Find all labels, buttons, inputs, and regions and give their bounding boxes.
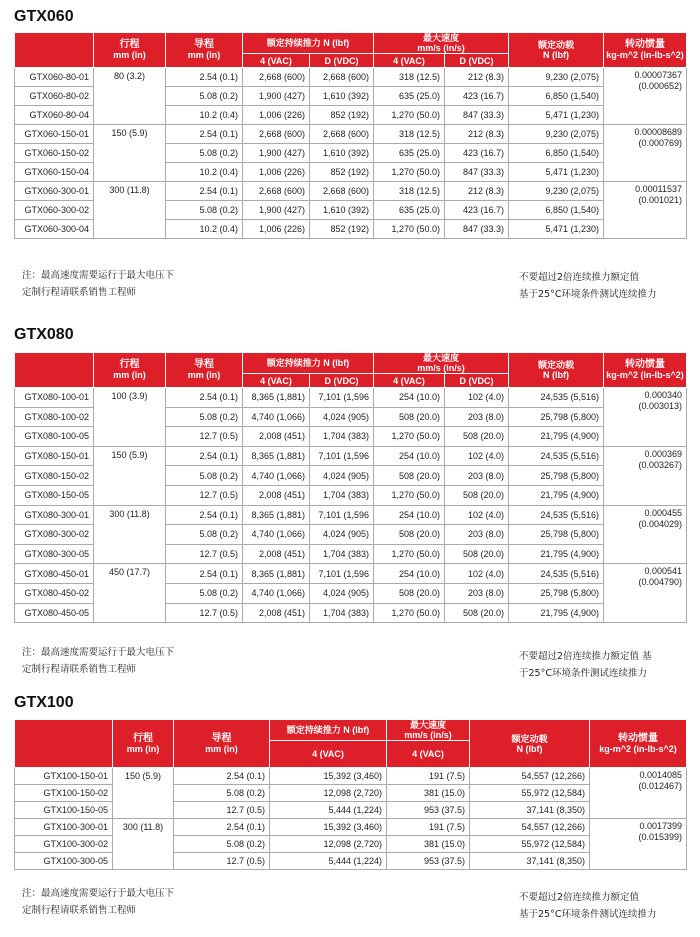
model-cell: GTX080-300-01 (15, 505, 94, 525)
value-cell: 2,668 (600) (310, 182, 374, 201)
header-speed-vac: 4 (VAC) (374, 374, 445, 388)
value-cell: 254 (10.0) (374, 564, 445, 584)
value-cell: 8,365 (1,881) (243, 388, 310, 408)
value-cell: 5,444 (1,224) (270, 802, 387, 819)
value-cell: 203 (8.0) (445, 583, 509, 603)
inertia-cell: 0.000455 (0.004029) (604, 505, 687, 564)
value-cell: 2,008 (451) (243, 544, 310, 564)
value-cell: 24,535 (5,516) (509, 564, 604, 584)
value-cell: 953 (37.5) (387, 802, 470, 819)
value-cell: 4,024 (905) (310, 466, 374, 486)
value-cell: 55,972 (12,584) (470, 836, 590, 853)
model-cell: GTX080-100-01 (15, 388, 94, 408)
value-cell: 5.08 (0.2) (166, 466, 243, 486)
value-cell: 212 (8.3) (445, 125, 509, 144)
value-cell: 508 (20.0) (374, 525, 445, 545)
value-cell: 8,365 (1,881) (243, 446, 310, 466)
value-cell: 1,704 (383) (310, 427, 374, 447)
inertia-cell: 0.0014085 (0.012467) (590, 768, 687, 819)
header-speed-vdc: D (VDC) (445, 54, 509, 68)
value-cell: 1,006 (226) (243, 106, 310, 125)
value-cell: 1,900 (427) (243, 87, 310, 106)
header-lead: 导程 mm (in) (166, 353, 243, 388)
value-cell: 1,270 (50.0) (374, 106, 445, 125)
value-cell: 5.08 (0.2) (174, 785, 270, 802)
note-left-gtx080: 注：最高速度需要运行于最大电压下 定制行程请联系销售工程师 (22, 647, 175, 675)
header-model (15, 720, 113, 768)
header-cont-force: 额定持续推力 N (lbf) (243, 353, 374, 374)
model-cell: GTX080-450-02 (15, 583, 94, 603)
model-cell: GTX080-450-05 (15, 603, 94, 623)
value-cell: 1,704 (383) (310, 544, 374, 564)
value-cell: 191 (7.5) (387, 819, 470, 836)
value-cell: 254 (10.0) (374, 388, 445, 408)
table-row (15, 505, 687, 525)
value-cell: 2,668 (600) (310, 125, 374, 144)
value-cell: 4,740 (1,066) (243, 525, 310, 545)
value-cell: 212 (8.3) (445, 68, 509, 87)
value-cell: 5.08 (0.2) (174, 836, 270, 853)
value-cell: 203 (8.0) (445, 525, 509, 545)
spec-table-gtx080 (14, 352, 687, 623)
stroke-cell: 450 (17.7) (94, 564, 166, 623)
value-cell: 2,668 (600) (243, 68, 310, 87)
value-cell: 7,101 (1,596 (310, 505, 374, 525)
value-cell: 1,610 (392) (310, 201, 374, 220)
value-cell: 4,740 (1,066) (243, 407, 310, 427)
model-cell: GTX080-150-01 (15, 446, 94, 466)
header-inertia: 转动惯量 kg-m^2 (in-lb-s^2) (604, 353, 687, 388)
header-stroke: 行程 mm (in) (94, 33, 166, 68)
value-cell: 24,535 (5,516) (509, 505, 604, 525)
table-row (15, 768, 687, 785)
header-vdc: D (VDC) (310, 54, 374, 68)
value-cell: 852 (192) (310, 220, 374, 239)
inertia-cell: 0.0017399 (0.015399) (590, 819, 687, 870)
value-cell: 318 (12.5) (374, 182, 445, 201)
header-stroke: 行程 mm (in) (113, 720, 174, 768)
value-cell: 847 (33.3) (445, 220, 509, 239)
note-right-gtx100: 不要超过2倍连续推力额定值 基于25°C环境条件测试连续推力 (519, 892, 657, 920)
value-cell: 254 (10.0) (374, 446, 445, 466)
value-cell: 635 (25.0) (374, 144, 445, 163)
inertia-cell: 0.000369 (0.003267) (604, 446, 687, 505)
header-max-speed: 最大速度 mm/s (in/s) (374, 33, 509, 54)
model-cell: GTX060-80-04 (15, 106, 94, 125)
value-cell: 9,230 (2,075) (509, 182, 604, 201)
value-cell: 5.08 (0.2) (166, 87, 243, 106)
value-cell: 25,798 (5,800) (509, 466, 604, 486)
value-cell: 508 (20.0) (445, 544, 509, 564)
header-dyn-load: 额定动载 N (lbf) (509, 353, 604, 388)
value-cell: 54,557 (12,266) (470, 768, 590, 785)
model-cell: GTX080-150-02 (15, 466, 94, 486)
value-cell: 4,740 (1,066) (243, 466, 310, 486)
value-cell: 4,024 (905) (310, 525, 374, 545)
value-cell: 5.08 (0.2) (166, 201, 243, 220)
value-cell: 37,141 (8,350) (470, 853, 590, 870)
value-cell: 1,704 (383) (310, 603, 374, 623)
section-title-gtx100: GTX100 (14, 694, 74, 711)
value-cell: 21,795 (4,900) (509, 485, 604, 505)
inertia-cell: 0.00011537 (0.001021) (604, 182, 687, 239)
header-lead: 导程 mm (in) (174, 720, 270, 768)
value-cell: 12.7 (0.5) (166, 544, 243, 564)
value-cell: 1,900 (427) (243, 201, 310, 220)
value-cell: 2.54 (0.1) (166, 505, 243, 525)
value-cell: 12,098 (2,720) (270, 785, 387, 802)
value-cell: 6,850 (1,540) (509, 144, 604, 163)
value-cell: 54,557 (12,266) (470, 819, 590, 836)
value-cell: 1,006 (226) (243, 220, 310, 239)
value-cell: 2.54 (0.1) (166, 125, 243, 144)
value-cell: 12.7 (0.5) (166, 603, 243, 623)
model-cell: GTX100-150-05 (15, 802, 113, 819)
value-cell: 847 (33.3) (445, 163, 509, 182)
spec-table-gtx060 (14, 32, 687, 239)
model-cell: GTX100-150-01 (15, 768, 113, 785)
inertia-cell: 0.00008689 (0.000769) (604, 125, 687, 182)
value-cell: 953 (37.5) (387, 853, 470, 870)
value-cell: 9,230 (2,075) (509, 125, 604, 144)
header-vac: 4 (VAC) (243, 54, 310, 68)
value-cell: 21,795 (4,900) (509, 427, 604, 447)
stroke-cell: 300 (11.8) (113, 819, 174, 870)
value-cell: 2,008 (451) (243, 427, 310, 447)
value-cell: 2.54 (0.1) (166, 182, 243, 201)
value-cell: 15,392 (3,460) (270, 819, 387, 836)
stroke-cell: 100 (3.9) (94, 388, 166, 447)
value-cell: 1,270 (50.0) (374, 427, 445, 447)
value-cell: 12.7 (0.5) (174, 802, 270, 819)
header-dyn-load: 额定动载 N (lbf) (470, 720, 590, 768)
value-cell: 635 (25.0) (374, 201, 445, 220)
value-cell: 2,668 (600) (243, 182, 310, 201)
model-cell: GTX080-100-05 (15, 427, 94, 447)
value-cell: 2,668 (600) (310, 68, 374, 87)
value-cell: 852 (192) (310, 106, 374, 125)
note-right-gtx080: 不要超过2倍连续推力额定值 基 于25°C环境条件测试连续推力 (519, 651, 652, 679)
header-lead: 导程 mm (in) (166, 33, 243, 68)
value-cell: 203 (8.0) (445, 407, 509, 427)
value-cell: 203 (8.0) (445, 466, 509, 486)
value-cell: 5,471 (1,230) (509, 106, 604, 125)
value-cell: 2.54 (0.1) (166, 446, 243, 466)
value-cell: 5,471 (1,230) (509, 220, 604, 239)
table-row (15, 388, 687, 408)
value-cell: 2.54 (0.1) (166, 68, 243, 87)
note-right-gtx060: 不要超过2倍连续推力额定值 基于25°C环境条件测试连续推力 (519, 272, 657, 300)
value-cell: 635 (25.0) (374, 87, 445, 106)
value-cell: 102 (4.0) (445, 564, 509, 584)
section-title-gtx080: GTX080 (14, 326, 74, 343)
value-cell: 5.08 (0.2) (166, 144, 243, 163)
value-cell: 25,798 (5,800) (509, 407, 604, 427)
stroke-cell: 150 (5.9) (113, 768, 174, 819)
value-cell: 10.2 (0.4) (166, 163, 243, 182)
value-cell: 24,535 (5,516) (509, 446, 604, 466)
header-inertia: 转动惯量 kg-m^2 (in-lb-s^2) (590, 720, 687, 768)
model-cell: GTX060-300-01 (15, 182, 94, 201)
value-cell: 1,270 (50.0) (374, 163, 445, 182)
value-cell: 7,101 (1,596 (310, 564, 374, 584)
table-row (15, 182, 687, 201)
model-cell: GTX060-150-01 (15, 125, 94, 144)
inertia-cell: 0.00007367 (0.000652) (604, 68, 687, 125)
value-cell: 2.54 (0.1) (166, 564, 243, 584)
model-cell: GTX060-80-02 (15, 87, 94, 106)
value-cell: 102 (4.0) (445, 446, 509, 466)
value-cell: 4,024 (905) (310, 583, 374, 603)
table-row (15, 446, 687, 466)
value-cell: 7,101 (1,596 (310, 446, 374, 466)
value-cell: 4,024 (905) (310, 407, 374, 427)
value-cell: 1,270 (50.0) (374, 485, 445, 505)
stroke-cell: 150 (5.9) (94, 125, 166, 182)
value-cell: 381 (15.0) (387, 836, 470, 853)
value-cell: 10.2 (0.4) (166, 106, 243, 125)
header-stroke: 行程 mm (in) (94, 353, 166, 388)
header-cont-force: 额定持续推力 N (lbf) (243, 33, 374, 54)
header-max-speed: 最大速度 mm/s (in/s) (387, 720, 470, 741)
value-cell: 508 (20.0) (374, 583, 445, 603)
value-cell: 423 (16.7) (445, 144, 509, 163)
model-cell: GTX080-150-05 (15, 485, 94, 505)
model-cell: GTX060-300-02 (15, 201, 94, 220)
value-cell: 2,008 (451) (243, 603, 310, 623)
spec-table-gtx100 (14, 719, 687, 870)
value-cell: 2.54 (0.1) (174, 819, 270, 836)
model-cell: GTX060-80-01 (15, 68, 94, 87)
table-row (15, 68, 687, 87)
value-cell: 508 (20.0) (445, 603, 509, 623)
value-cell: 5.08 (0.2) (166, 583, 243, 603)
header-speed-vac: 4 (VAC) (374, 54, 445, 68)
value-cell: 318 (12.5) (374, 68, 445, 87)
stroke-cell: 300 (11.8) (94, 505, 166, 564)
value-cell: 508 (20.0) (445, 485, 509, 505)
model-cell: GTX080-300-05 (15, 544, 94, 564)
header-inertia: 转动惯量 kg-m^2 (in-lb-s^2) (604, 33, 687, 68)
header-model (15, 33, 94, 68)
value-cell: 318 (12.5) (374, 125, 445, 144)
stroke-cell: 80 (3.2) (94, 68, 166, 125)
value-cell: 12.7 (0.5) (174, 853, 270, 870)
stroke-cell: 150 (5.9) (94, 446, 166, 505)
value-cell: 423 (16.7) (445, 201, 509, 220)
value-cell: 2.54 (0.1) (174, 768, 270, 785)
model-cell: GTX080-100-02 (15, 407, 94, 427)
value-cell: 5,444 (1,224) (270, 853, 387, 870)
value-cell: 1,900 (427) (243, 144, 310, 163)
value-cell: 37,141 (8,350) (470, 802, 590, 819)
value-cell: 102 (4.0) (445, 505, 509, 525)
value-cell: 21,795 (4,900) (509, 603, 604, 623)
model-cell: GTX060-150-04 (15, 163, 94, 182)
model-cell: GTX080-450-01 (15, 564, 94, 584)
section-title-gtx060: GTX060 (14, 8, 74, 25)
value-cell: 254 (10.0) (374, 505, 445, 525)
value-cell: 508 (20.0) (374, 466, 445, 486)
header-max-speed: 最大速度 mm/s (in/s) (374, 353, 509, 374)
value-cell: 25,798 (5,800) (509, 525, 604, 545)
value-cell: 8,365 (1,881) (243, 505, 310, 525)
value-cell: 508 (20.0) (445, 427, 509, 447)
value-cell: 25,798 (5,800) (509, 583, 604, 603)
model-cell: GTX060-150-02 (15, 144, 94, 163)
value-cell: 1,270 (50.0) (374, 544, 445, 564)
value-cell: 381 (15.0) (387, 785, 470, 802)
header-speed-vac: 4 (VAC) (387, 741, 470, 768)
value-cell: 1,270 (50.0) (374, 603, 445, 623)
header-cont-force: 额定持续推力 N (lbf) (270, 720, 387, 741)
value-cell: 2,008 (451) (243, 485, 310, 505)
value-cell: 8,365 (1,881) (243, 564, 310, 584)
value-cell: 1,270 (50.0) (374, 220, 445, 239)
value-cell: 5.08 (0.2) (166, 525, 243, 545)
value-cell: 1,610 (392) (310, 87, 374, 106)
value-cell: 55,972 (12,584) (470, 785, 590, 802)
value-cell: 2.54 (0.1) (166, 388, 243, 408)
model-cell: GTX100-300-01 (15, 819, 113, 836)
value-cell: 102 (4.0) (445, 388, 509, 408)
note-left-gtx060: 注：最高速度需要运行于最大电压下 定制行程请联系销售工程师 (22, 270, 175, 298)
stroke-cell: 300 (11.8) (94, 182, 166, 239)
value-cell: 5.08 (0.2) (166, 407, 243, 427)
value-cell: 10.2 (0.4) (166, 220, 243, 239)
header-model (15, 353, 94, 388)
value-cell: 1,006 (226) (243, 163, 310, 182)
header-vac: 4 (VAC) (243, 374, 310, 388)
model-cell: GTX100-150-02 (15, 785, 113, 802)
value-cell: 7,101 (1,596 (310, 388, 374, 408)
model-cell: GTX100-300-05 (15, 853, 113, 870)
model-cell: GTX080-300-02 (15, 525, 94, 545)
header-speed-vdc: D (VDC) (445, 374, 509, 388)
header-vac: 4 (VAC) (270, 741, 387, 768)
value-cell: 1,610 (392) (310, 144, 374, 163)
note-left-gtx100: 注：最高速度需要运行于最大电压下 定制行程请联系销售工程师 (22, 888, 175, 916)
inertia-cell: 0.000541 (0.004790) (604, 564, 687, 623)
value-cell: 2,668 (600) (243, 125, 310, 144)
value-cell: 21,795 (4,900) (509, 544, 604, 564)
value-cell: 9,230 (2,075) (509, 68, 604, 87)
header-dyn-load: 额定动载 N (lbf) (509, 33, 604, 68)
inertia-cell: 0.000340 (0.003013) (604, 388, 687, 447)
model-cell: GTX060-300-04 (15, 220, 94, 239)
value-cell: 6,850 (1,540) (509, 201, 604, 220)
table-row (15, 125, 687, 144)
table-row (15, 564, 687, 584)
value-cell: 423 (16.7) (445, 87, 509, 106)
header-vdc: D (VDC) (310, 374, 374, 388)
value-cell: 191 (7.5) (387, 768, 470, 785)
value-cell: 852 (192) (310, 163, 374, 182)
table-row (15, 819, 687, 836)
value-cell: 12,098 (2,720) (270, 836, 387, 853)
value-cell: 6,850 (1,540) (509, 87, 604, 106)
value-cell: 12.7 (0.5) (166, 427, 243, 447)
value-cell: 847 (33.3) (445, 106, 509, 125)
model-cell: GTX100-300-02 (15, 836, 113, 853)
value-cell: 12.7 (0.5) (166, 485, 243, 505)
value-cell: 508 (20.0) (374, 407, 445, 427)
value-cell: 5,471 (1,230) (509, 163, 604, 182)
value-cell: 212 (8.3) (445, 182, 509, 201)
value-cell: 4,740 (1,066) (243, 583, 310, 603)
value-cell: 1,704 (383) (310, 485, 374, 505)
value-cell: 15,392 (3,460) (270, 768, 387, 785)
value-cell: 24,535 (5,516) (509, 388, 604, 408)
